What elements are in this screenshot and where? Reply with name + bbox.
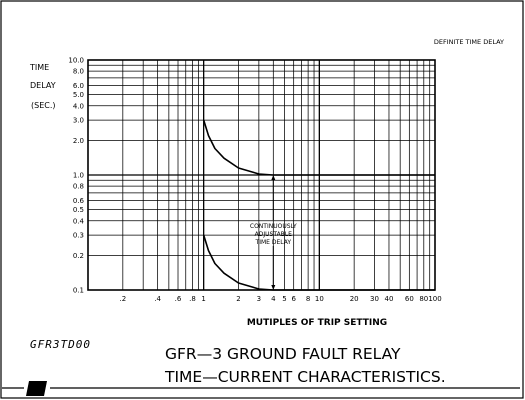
annotation-line: TIME DELAY: [255, 239, 292, 246]
y-tick-label: 4.0: [72, 102, 84, 111]
title-line-2: TIME—CURRENT CHARACTERISTICS.: [165, 368, 446, 386]
plot: [68, 57, 441, 304]
y-tick-label: 8.0: [72, 67, 84, 76]
x-tick-label: 3: [256, 295, 262, 303]
x-tick-label: 2: [236, 295, 241, 303]
x-tick-label: 40: [384, 295, 394, 303]
y-tick-label: 0.6: [72, 197, 84, 206]
x-tick-label: 1: [201, 295, 206, 303]
y-tick-label: 0.2: [72, 251, 84, 260]
y-tick-labels: [68, 57, 84, 295]
y-tick-label: 5.0: [72, 91, 84, 100]
y-tick-label: 0.1: [72, 286, 84, 295]
x-tick-label: .6: [174, 295, 182, 303]
x-tick-label: 5: [282, 295, 287, 303]
x-tick-label: 60: [404, 295, 414, 303]
y-tick-label: 3.0: [72, 116, 84, 125]
y-tick-label: 1.0: [72, 171, 84, 180]
drawing-number: GFR3TD00: [30, 338, 91, 351]
x-tick-label: .8: [189, 295, 196, 303]
title-line-1: GFR—3 GROUND FAULT RELAY: [165, 345, 401, 363]
x-tick-label: 30: [370, 295, 379, 303]
corner-label: DEFINITE TIME DELAY: [433, 38, 504, 46]
x-tick-label: 8: [305, 295, 311, 303]
x-tick-label: 100: [428, 295, 442, 303]
x-tick-label: 6: [291, 295, 296, 303]
y-axis-label-line: DELAY: [30, 81, 56, 90]
x-tick-label: 4: [271, 295, 276, 303]
x-tick-label: .4: [154, 295, 161, 303]
x-axis-label: MUTIPLES OF TRIP SETTING: [246, 318, 388, 328]
x-tick-label: 10: [314, 295, 324, 303]
y-tick-label: 2.0: [72, 136, 84, 145]
annotation-line: ADJUSTABLE: [254, 231, 292, 238]
y-axis-label: [29, 63, 56, 110]
annotation-line: CONTINUOUSLY: [249, 223, 297, 230]
y-axis-label-line: (SEC.): [31, 101, 56, 110]
x-tick-labels: [119, 295, 441, 303]
y-axis-label-line: TIME: [30, 63, 50, 72]
y-tick-label: 0.4: [72, 217, 84, 226]
x-tick-label: .2: [119, 295, 127, 303]
y-tick-label: 0.8: [72, 182, 84, 191]
y-tick-label: 0.3: [72, 231, 84, 240]
x-tick-label: 80: [419, 295, 429, 303]
y-tick-label: 0.5: [72, 206, 84, 215]
y-tick-label: 6.0: [72, 82, 84, 91]
y-tick-label: 10.0: [68, 56, 84, 65]
x-tick-label: 20: [349, 295, 359, 303]
annotation: [250, 175, 297, 290]
